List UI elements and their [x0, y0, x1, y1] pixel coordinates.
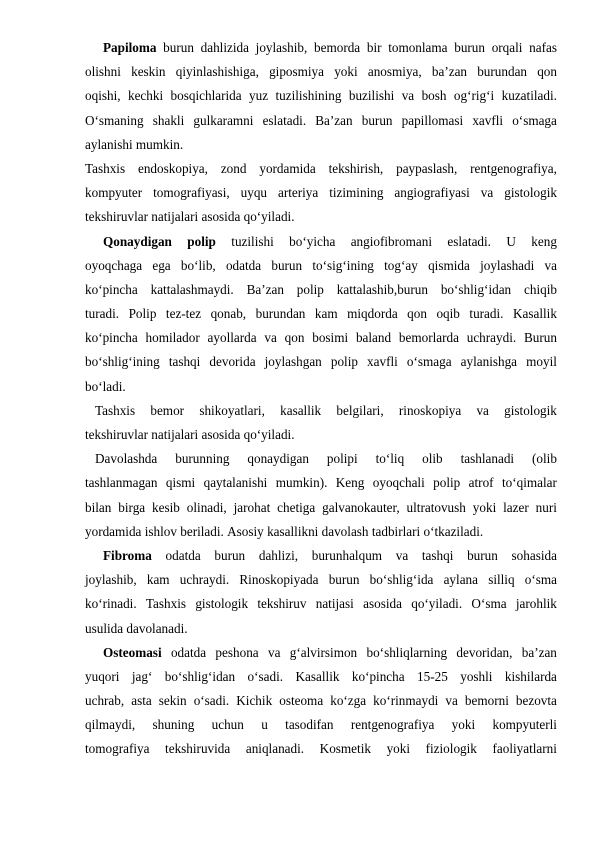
text-line	[85, 302, 557, 326]
word: endoskopiya,	[137, 160, 208, 176]
text-line	[85, 423, 557, 447]
word: qaytalanishi	[203, 475, 268, 491]
text-line	[85, 496, 557, 520]
word: qonaydigan	[247, 451, 309, 467]
text-line	[85, 109, 557, 133]
word: kechki	[127, 88, 164, 104]
text-line	[85, 471, 557, 495]
word: jag‘	[131, 668, 153, 684]
word: Keng	[335, 475, 365, 491]
word: o‘tkaziladi.	[423, 523, 484, 539]
word: va	[544, 257, 557, 273]
word: ba’zan	[521, 644, 557, 660]
word: tog‘ay	[384, 257, 418, 273]
word: asosida	[201, 209, 241, 225]
word: (olib	[532, 451, 557, 467]
word: burun	[214, 547, 246, 563]
word: O‘smaning	[85, 112, 144, 128]
word: qilmaydi,	[85, 717, 136, 733]
word: nuri	[535, 499, 557, 515]
word: chetiga	[277, 499, 316, 515]
word: asosida	[363, 596, 402, 612]
text-line	[85, 36, 557, 60]
word: oqishi,	[85, 88, 121, 104]
word: polip	[296, 281, 324, 297]
word: Kichik	[236, 693, 273, 709]
word: odatda	[225, 257, 262, 273]
word: olinadi,	[186, 499, 227, 515]
word: uchrab,	[85, 693, 125, 709]
word: o‘smaga	[512, 112, 557, 128]
text-line	[85, 544, 557, 568]
word: olib	[422, 451, 443, 467]
word: yordamida	[259, 160, 316, 176]
word: belgilari,	[336, 402, 384, 418]
word: sohasida	[511, 547, 557, 563]
word: mumkin.	[135, 136, 184, 152]
word: kasallikni	[267, 523, 319, 539]
word: tasodifan	[285, 717, 334, 733]
word: xavfli	[472, 112, 504, 128]
word: o‘sadi.	[193, 693, 230, 709]
word: ko‘pincha	[85, 281, 138, 297]
word: bir	[366, 40, 382, 55]
word: tashqi	[168, 354, 201, 370]
word: natijasi	[315, 596, 354, 612]
word: uchun	[211, 717, 244, 733]
word: devorida	[209, 354, 256, 370]
word: bo‘ladi.	[85, 378, 126, 394]
word: burun	[328, 572, 360, 588]
word: burun	[467, 547, 498, 563]
word: Rinoskopiyada	[239, 572, 319, 588]
text-line	[85, 278, 557, 302]
word: Kasallik	[295, 668, 340, 684]
word: Ba’zan	[246, 281, 284, 297]
word: xavfli	[367, 354, 398, 370]
text-line	[85, 447, 557, 471]
word: burundan	[477, 64, 528, 80]
bold-term: Qonaydigan	[103, 233, 172, 249]
word: va	[480, 185, 494, 201]
word: eslatadi.	[262, 112, 307, 128]
word: joylashadi	[480, 257, 535, 273]
word: oqib	[436, 306, 460, 322]
word: tekshiruvida	[165, 741, 231, 757]
word: tomografiya	[85, 741, 150, 757]
text-line	[85, 665, 557, 689]
word: tomografiyasi,	[153, 185, 230, 201]
word: odatda	[165, 547, 201, 563]
word: qon	[284, 330, 305, 346]
word: atrof	[468, 475, 494, 491]
word: aylanishi	[85, 136, 133, 152]
word: tekshiruv	[257, 596, 307, 612]
word: angiografiyasi	[394, 185, 470, 201]
word: orqali	[491, 40, 523, 55]
word: qonab,	[210, 306, 247, 322]
word: joylashib,	[85, 572, 137, 588]
word: burun	[361, 112, 393, 128]
word: kompyuter	[85, 185, 143, 201]
bold-term: Papiloma	[103, 40, 157, 55]
word: bo‘shlig‘idan	[440, 281, 512, 297]
word: ko‘pincha	[85, 330, 138, 346]
word: dahlizida	[200, 40, 249, 55]
word: qon	[407, 306, 427, 322]
word: silliq	[488, 572, 515, 588]
text-line	[85, 520, 557, 544]
word: polip	[330, 354, 358, 370]
word: sekin	[158, 693, 187, 709]
text-line	[85, 689, 557, 713]
word: bezovta	[515, 693, 557, 709]
word: burun	[163, 40, 194, 55]
word: bo‘shliqlarning	[366, 644, 448, 660]
word: anosmiya,	[367, 64, 422, 80]
word: beriladi.	[180, 523, 224, 539]
word: og‘rig‘i	[453, 88, 495, 104]
word: jarohat	[233, 499, 271, 515]
word: tashlanadi	[460, 451, 515, 467]
word: bemor	[150, 402, 185, 418]
word: yuz	[249, 88, 269, 104]
word: ba’zan	[431, 64, 468, 80]
word: galvanokauter,	[322, 499, 400, 515]
word: baland	[355, 330, 392, 346]
word: arteriya	[277, 185, 319, 201]
text-line	[85, 350, 557, 374]
word: turadi.	[469, 306, 504, 322]
word: qon	[537, 64, 557, 80]
word: bemorda	[314, 40, 361, 55]
text-line	[85, 713, 557, 737]
bold-term: Fibroma	[103, 547, 152, 563]
word: yoki	[472, 499, 497, 515]
word: papillomasi	[401, 112, 464, 128]
word: turadi.	[85, 306, 120, 322]
word: tomonlama	[388, 40, 448, 55]
osteomasi-paragraph	[85, 641, 557, 762]
word: ishlov	[144, 523, 177, 539]
word: to‘qimalar	[501, 475, 557, 491]
word: homilador	[145, 330, 200, 346]
word: yoshli	[460, 668, 493, 684]
word: qo‘yiladi.	[243, 209, 295, 225]
word: jarohlik	[515, 596, 557, 612]
word: o‘sadi.	[247, 668, 284, 684]
word: lazer	[503, 499, 529, 515]
word: ko‘rinadi.	[85, 596, 137, 612]
qonaydigan-polip-paragraph	[85, 230, 557, 544]
word: aylana	[443, 572, 478, 588]
text-line	[85, 254, 557, 278]
word: Kasallik	[512, 306, 557, 322]
word: odatda	[170, 644, 207, 660]
word: kattalashib,burun	[336, 281, 428, 297]
word: gistologik	[504, 402, 557, 418]
word: bosimi	[312, 330, 349, 346]
text-line	[85, 737, 557, 761]
word: bo‘shlig‘ining	[85, 354, 160, 370]
word: uyqu	[240, 185, 267, 201]
word: o‘smaga	[406, 354, 452, 370]
word: kattalashmaydi.	[150, 281, 234, 297]
word: davolanadi.	[126, 620, 188, 636]
papiloma-paragraph	[85, 36, 557, 230]
word: shuning	[152, 717, 195, 733]
word: yordamida	[85, 523, 142, 539]
bold-term: Osteomasi	[103, 644, 162, 660]
word: natijalari	[151, 209, 199, 225]
word: Tashxis	[145, 596, 187, 612]
word: Tashxis	[95, 402, 136, 418]
text-line	[85, 133, 557, 157]
word: paypaslash,	[396, 160, 458, 176]
text-line	[85, 84, 557, 108]
text-line	[85, 326, 557, 350]
word: bilan	[85, 499, 112, 515]
word: u	[261, 717, 268, 733]
word: kam	[314, 306, 338, 322]
word: gulkaramni	[193, 112, 254, 128]
word: miqdorda	[347, 306, 398, 322]
word: nafas	[529, 40, 557, 55]
word: qo‘yiladi.	[243, 427, 295, 442]
word: tuzilishi	[231, 233, 274, 249]
word: oyoqchaga	[85, 257, 143, 273]
word: angiofibromani	[350, 233, 433, 249]
word: rentgenografiya	[350, 717, 435, 733]
text-line	[85, 641, 557, 665]
word: ayollarda	[207, 330, 257, 346]
word: burun	[271, 257, 303, 273]
word: yoki	[386, 741, 411, 757]
word: polip	[433, 475, 461, 491]
word: davolash	[321, 523, 369, 539]
word: qiyinlashishiga,	[175, 64, 259, 80]
word: va	[264, 330, 277, 346]
text-line	[85, 230, 557, 254]
word: rinoskopiya	[398, 402, 462, 418]
word: tekshiruvlar	[85, 427, 148, 442]
word: uchraydi.	[466, 330, 517, 346]
word: ko‘zga	[330, 693, 367, 709]
word: U	[506, 233, 516, 249]
word: g‘alvirsimon	[289, 644, 358, 660]
word: asta	[131, 693, 152, 709]
word: buzilishi	[348, 88, 395, 104]
word: natijalari	[151, 427, 199, 442]
text-line	[85, 592, 557, 616]
bold-term: polip	[187, 233, 216, 249]
word: fiziologik	[425, 741, 477, 757]
word: qismida	[428, 257, 470, 273]
word: devoridan,	[456, 644, 513, 660]
word: giposmiya	[269, 64, 325, 80]
word: eslatadi.	[447, 233, 491, 249]
word: va	[267, 644, 281, 660]
word: bemorni	[464, 693, 509, 709]
word: olishni	[85, 64, 121, 80]
word: Tashxis	[85, 160, 126, 176]
text-line	[85, 399, 557, 423]
word: joylashib,	[255, 40, 308, 55]
word: burun	[454, 40, 485, 55]
word: kesib	[152, 499, 180, 515]
text-line	[85, 205, 557, 229]
word: yoki	[334, 64, 358, 80]
word: va	[476, 402, 489, 418]
word: bo‘shlig‘idan	[164, 668, 236, 684]
word: tekshiruvlar	[85, 209, 148, 225]
word: kompyuterli	[492, 717, 557, 733]
word: bo‘yicha	[289, 233, 336, 249]
word: bosh	[421, 88, 447, 104]
word: keng	[531, 233, 557, 249]
word: tashlanmagan	[85, 475, 158, 491]
word: burundan	[255, 306, 306, 322]
text-line	[85, 617, 557, 641]
word: faoliyatlarni	[492, 741, 557, 757]
word: kasallik	[280, 402, 322, 418]
word: chiqib	[524, 281, 557, 297]
word: tekshirish,	[328, 160, 384, 176]
word: aylanishga	[460, 354, 518, 370]
word: O‘sma	[471, 596, 507, 612]
word: o‘sma	[524, 572, 557, 588]
word: gistologik	[195, 596, 249, 612]
word: qismi	[165, 475, 196, 491]
fibroma-paragraph	[85, 544, 557, 641]
word: aniqlanadi.	[245, 741, 305, 757]
text-line	[85, 157, 557, 181]
word: bo‘shlig‘ida	[369, 572, 434, 588]
word: tez-tez	[165, 306, 202, 322]
word: kuzatiladi.	[501, 88, 557, 104]
word: kam	[146, 572, 170, 588]
word: burunning	[175, 451, 230, 467]
word: to‘sig‘ining	[312, 257, 374, 273]
word: bo‘lib,	[180, 257, 216, 273]
word: Kosmetik	[319, 741, 371, 757]
word: tuzilishining	[275, 88, 342, 104]
document-page	[85, 36, 557, 762]
word: moyil	[526, 354, 557, 370]
word: shakli	[152, 112, 185, 128]
text-line	[85, 60, 557, 84]
word: Davolashda	[95, 451, 158, 467]
word: Burun	[523, 330, 557, 346]
word: usulida	[85, 620, 124, 636]
word: tizimining	[329, 185, 384, 201]
word: osteoma	[279, 693, 324, 709]
word: ega	[152, 257, 171, 273]
word: yoki	[451, 717, 476, 733]
word: va	[395, 547, 409, 563]
word: Polip	[128, 306, 157, 322]
word: ultratovush	[406, 499, 466, 515]
word: joylashgan	[264, 354, 322, 370]
word: bemorlarda	[398, 330, 459, 346]
word: rentgenografiya,	[470, 160, 557, 176]
word: bosqichlarida	[170, 88, 242, 104]
word: qo‘yiladi.	[411, 596, 463, 612]
word: birga	[118, 499, 146, 515]
word: tashqi	[421, 547, 454, 563]
word: gistologik	[504, 185, 557, 201]
word: ko‘rinmaydi	[373, 693, 439, 709]
word: dahlizi,	[258, 547, 299, 563]
word: zond	[220, 160, 247, 176]
word: 15-25	[417, 668, 448, 684]
word: yuqori	[85, 668, 120, 684]
word: tadbirlari	[371, 523, 421, 539]
word: polipi	[326, 451, 358, 467]
text-line	[85, 375, 557, 399]
word: ko‘pincha	[351, 668, 405, 684]
word: Asosiy	[227, 523, 264, 539]
word: mumkin).	[275, 475, 328, 491]
word: va	[445, 693, 458, 709]
word: uchraydi.	[179, 572, 230, 588]
word: burunhalqum	[311, 547, 383, 563]
word: va	[401, 88, 415, 104]
text-line	[85, 181, 557, 205]
word: oyoqchali	[372, 475, 425, 491]
word: asosida	[201, 427, 241, 442]
word: peshona	[215, 644, 259, 660]
text-line	[85, 568, 557, 592]
word: shikoyatlari,	[199, 402, 265, 418]
word: to‘liq	[375, 451, 405, 467]
word: Ba’zan	[315, 112, 353, 128]
word: kishilarda	[504, 668, 557, 684]
word: keskin	[131, 64, 166, 80]
